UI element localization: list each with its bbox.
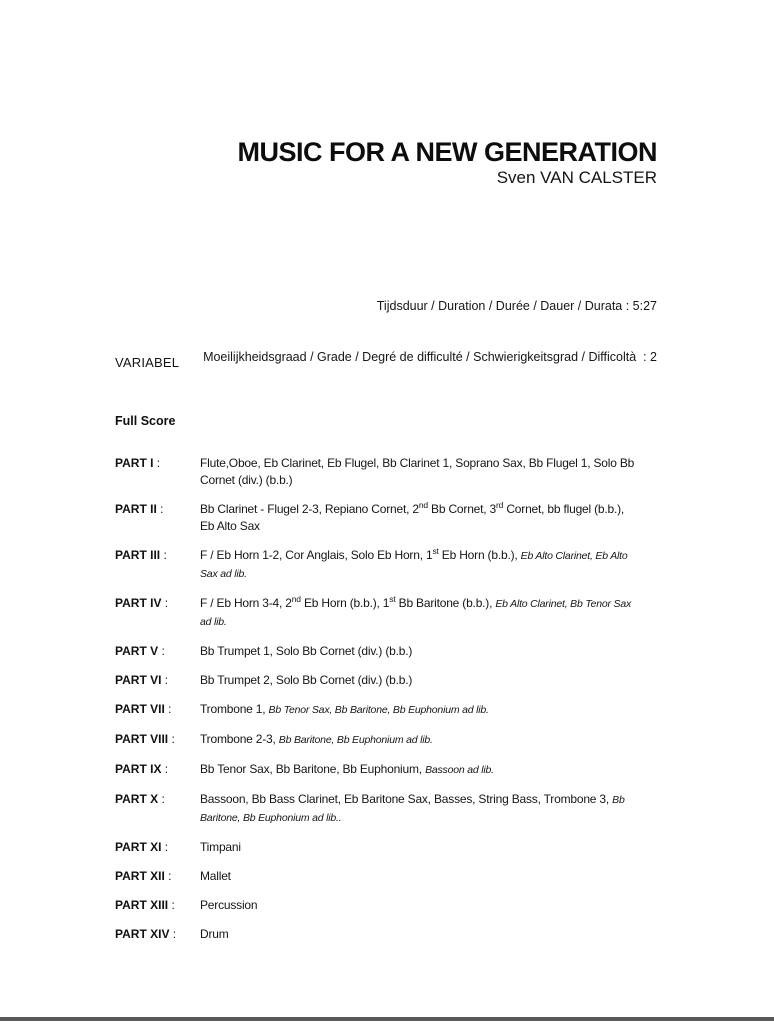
part-row xyxy=(115,595,755,631)
part-description: Bb Clarinet - Flugel 2-3, Repiano Cornet, 2nd Bb Cornet, 3rd Cornet, bb flugel (b.b.), Eb Alto Sax xyxy=(200,500,625,533)
part-label: PART VI : xyxy=(115,673,169,687)
scan-edge-bottom xyxy=(0,1017,774,1021)
part-description: Bb Trumpet 1, Solo Bb Cornet (div.) (b.b.) xyxy=(200,644,413,658)
part-description: Percussion xyxy=(200,898,258,912)
grade-line: Moeilijkheidsgraad / Grade / Degré de difficulté / Schwierigkeitsgrad / Difficoltà : 2 xyxy=(203,350,657,364)
part-row xyxy=(115,868,755,885)
part-label: PART V : xyxy=(115,644,165,658)
part-label: PART VIII : xyxy=(115,732,175,746)
part-row xyxy=(115,701,755,719)
part-row xyxy=(115,731,755,749)
part-label: PART I : xyxy=(115,456,161,470)
page-title: MUSIC FOR A NEW GENERATION xyxy=(237,137,657,167)
part-label: PART X : xyxy=(115,792,165,806)
part-row xyxy=(115,897,755,914)
part-row xyxy=(115,791,755,827)
composer-name: Sven VAN CALSTER xyxy=(496,168,657,187)
edition-label: VARIABEL xyxy=(115,355,180,370)
part-description: Mallet xyxy=(200,869,231,883)
part-label: PART XIV : xyxy=(115,927,177,941)
part-description: Flute,Oboe, Eb Clarinet, Eb Flugel, Bb Clarinet 1, Soprano Sax, Bb Flugel 1, Solo Bb Cornet (div.) (b.b.) xyxy=(200,456,635,487)
header-block xyxy=(238,138,658,188)
duration-line: Tijdsduur / Duration / Durée / Dauer / Durata : 5:27 xyxy=(376,299,657,313)
part-label: PART IV : xyxy=(115,596,169,610)
part-row xyxy=(115,501,755,535)
part-description: Bb Trumpet 2, Solo Bb Cornet (div.) (b.b.) xyxy=(200,673,413,687)
part-label: PART VII : xyxy=(115,702,172,716)
score-heading: Full Score xyxy=(115,414,176,428)
part-description: Drum xyxy=(200,927,229,941)
part-row xyxy=(115,672,755,689)
part-label: PART XII : xyxy=(115,869,172,883)
part-row xyxy=(115,455,755,489)
part-description: Trombone 1, Bb Tenor Sax, Bb Baritone, Bb Euphonium ad lib. xyxy=(200,702,489,716)
part-description: Trombone 2-3, Bb Baritone, Bb Euphonium ad lib. xyxy=(200,732,433,746)
part-row xyxy=(115,926,755,943)
part-label: PART II : xyxy=(115,502,164,516)
part-row xyxy=(115,643,755,660)
meta-block xyxy=(203,264,657,400)
part-description: Bb Tenor Sax, Bb Baritone, Bb Euphonium, Bassoon ad lib. xyxy=(200,762,494,776)
part-row xyxy=(115,761,755,779)
part-label: PART IX : xyxy=(115,762,169,776)
part-row xyxy=(115,547,755,583)
part-description: Timpani xyxy=(200,840,241,854)
part-label: PART XI : xyxy=(115,840,169,854)
part-description: F / Eb Horn 3-4, 2nd Eb Horn (b.b.), 1st Bb Baritone (b.b.), Eb Alto Clarinet, Bb Tenor Sax ad lib. xyxy=(200,594,632,628)
part-label: PART III : xyxy=(115,548,167,562)
part-label: PART XIII : xyxy=(115,898,175,912)
part-description: F / Eb Horn 1-2, Cor Anglais, Solo Eb Horn, 1st Eb Horn (b.b.), Eb Alto Clarinet, Eb Alto Sax ad lib. xyxy=(200,546,628,580)
part-row xyxy=(115,839,755,856)
part-description: Bassoon, Bb Bass Clarinet, Eb Baritone Sax, Basses, String Bass, Trombone 3, Bb Baritone, Bb Euphonium ad lib.. xyxy=(200,792,625,824)
parts-list xyxy=(115,455,755,955)
